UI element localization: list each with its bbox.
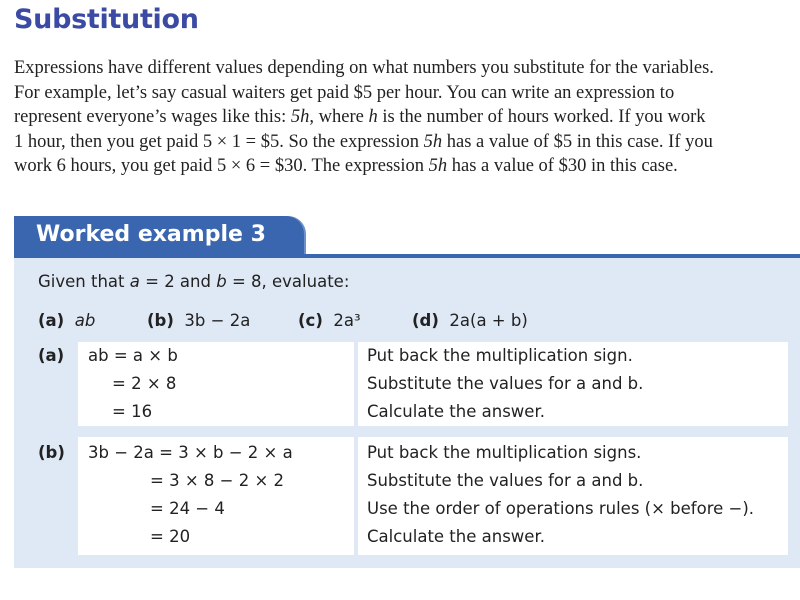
solution-a-step: ab = a × b [88, 346, 178, 365]
worked-example-tab [14, 216, 304, 258]
solution-b-note: Use the order of operations rules (× before −). [367, 499, 755, 518]
solution-a-note: Substitute the values for a and b. [367, 374, 644, 393]
intro-line: Expressions have different values depending on what numbers you substitute for the variables. [14, 58, 714, 78]
intro-line: work 6 hours, you get paid 5 × 6 = $30. The expression 5h has a value of $30 in this case. [14, 156, 678, 177]
intro-line: 1 hour, then you get paid 5 × 1 = $5. So the expression 5h has a value of $5 in this case. If you [14, 131, 713, 152]
part-b: (b) 3b − 2a [147, 311, 251, 330]
solution-b-step: = 20 [150, 527, 191, 546]
solution-b-label: (b) [38, 443, 65, 462]
solution-b-step: = 3 × 8 − 2 × 2 [150, 471, 285, 490]
intro-paragraph [14, 56, 788, 179]
part-a: (a) ab [38, 311, 96, 330]
intro-line: represent everyone’s wages like this: 5h, where h is the number of hours worked. If you work [14, 107, 706, 128]
solution-b-note: Calculate the answer. [367, 527, 545, 546]
solution-b-note: Put back the multiplication signs. [367, 443, 642, 462]
part-d: (d) 2a(a + b) [412, 311, 528, 330]
solution-a-step: = 16 [112, 402, 153, 421]
solution-a-label: (a) [38, 346, 65, 365]
solution-b-step: 3b − 2a = 3 × b − 2 × a [88, 443, 293, 462]
worked-example-bar [14, 254, 800, 258]
section-heading: Substitution [14, 4, 199, 35]
given-statement: Given that a = 2 and b = 8, evaluate: [38, 272, 350, 291]
solution-a-note: Put back the multiplication sign. [367, 346, 633, 365]
worked-example-title: Worked example 3 [36, 222, 266, 247]
solution-b-note: Substitute the values for a and b. [367, 471, 644, 490]
intro-line: For example, let’s say casual waiters get paid $5 per hour. You can write an expression to [14, 82, 675, 103]
solution-a-note: Calculate the answer. [367, 402, 545, 421]
solution-a-step: = 2 × 8 [112, 374, 177, 393]
solution-b-step: = 24 − 4 [150, 499, 225, 518]
part-c: (c) 2a³ [298, 311, 361, 330]
